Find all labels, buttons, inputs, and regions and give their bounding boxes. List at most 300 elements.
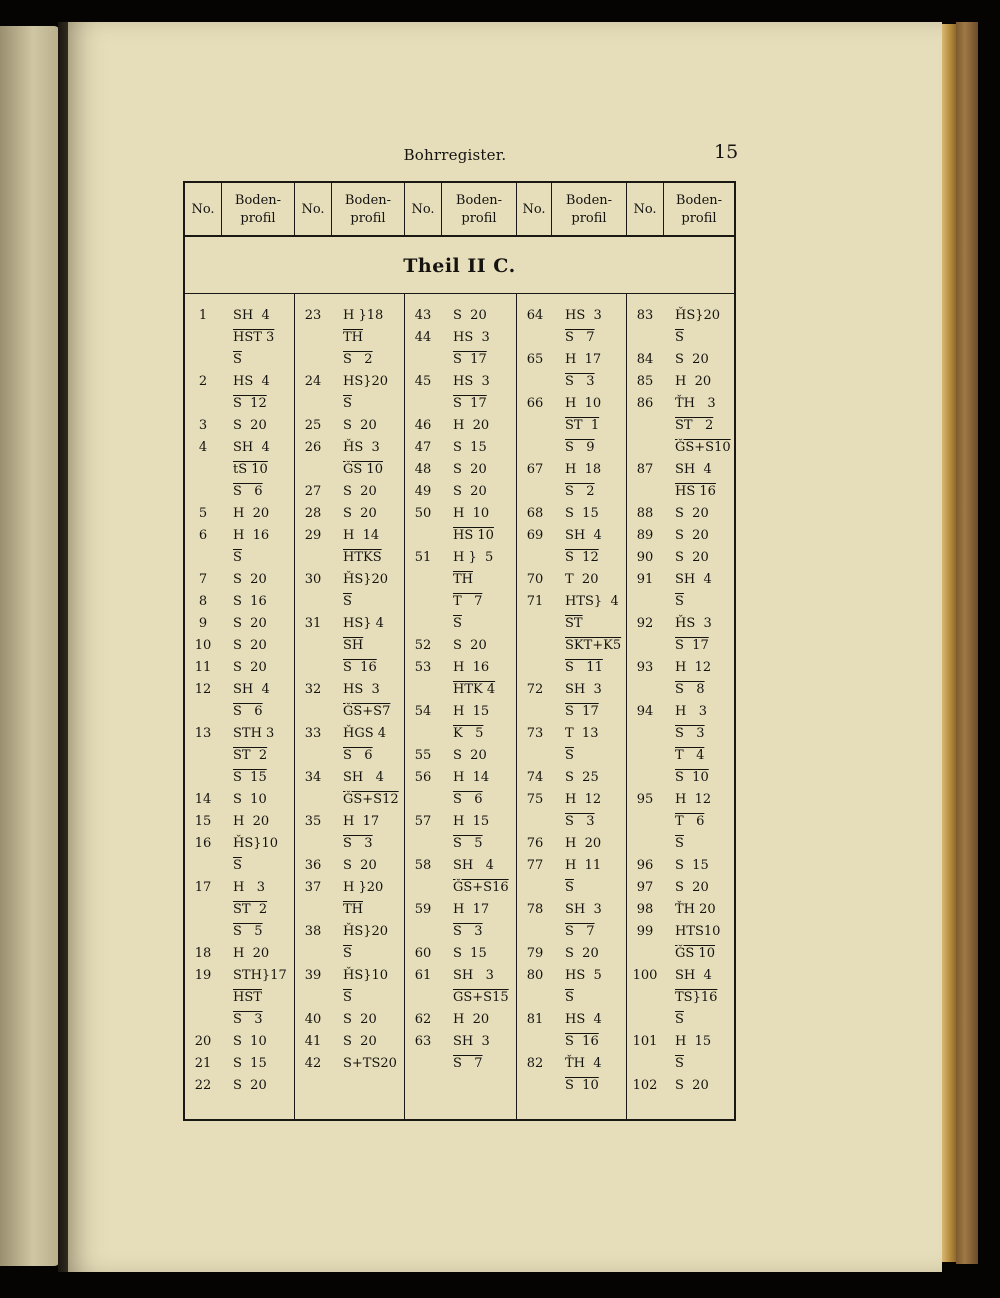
soil-profile <box>453 459 487 481</box>
profile-layer: S 3 <box>453 924 483 939</box>
profile-layer: S 20 <box>343 506 377 521</box>
bore-number: 9 <box>198 616 208 631</box>
bore-number: 37 <box>304 880 322 895</box>
profile-layer: ŤH 4 <box>565 1056 602 1071</box>
profile-layer: S 6 <box>233 484 263 499</box>
bore-number: 6 <box>198 528 208 543</box>
soil-profile <box>675 459 716 503</box>
bore-number: 10 <box>194 638 212 653</box>
bore-number: 33 <box>304 726 322 741</box>
running-title: Bohrregister. <box>403 146 507 164</box>
soil-profile <box>343 723 386 767</box>
soil-profile <box>343 613 384 679</box>
section-bottom-rule <box>185 293 734 294</box>
profile-layer: $\overline{S}$ <box>453 616 462 631</box>
profile-layer: H 20 <box>233 506 270 521</box>
bore-number: 81 <box>526 1012 544 1027</box>
profile-layer: ǦS+S7 <box>343 704 391 719</box>
profile-layer: H 14 <box>343 528 380 543</box>
profile-layer: S 3 <box>233 1012 263 1027</box>
profile-layer: ST 2 <box>675 418 714 433</box>
bore-number: 93 <box>636 660 654 675</box>
profile-layer: S 20 <box>453 638 487 653</box>
profile-layer: S 7 <box>565 924 595 939</box>
bore-number: 98 <box>636 902 654 917</box>
soil-profile <box>675 789 711 855</box>
soil-profile <box>233 305 274 371</box>
soil-profile <box>233 723 274 789</box>
profile-layer: HS} 4 <box>343 616 384 631</box>
profile-layer: HTS} 4 <box>565 594 619 609</box>
bore-number: 60 <box>414 946 432 961</box>
profile-layer: H 10 <box>565 396 602 411</box>
soil-profile <box>233 789 267 811</box>
profile-layer: H }20 <box>343 880 384 895</box>
soil-profile <box>233 635 267 657</box>
profile-layer: S 6 <box>453 792 483 807</box>
profile-layer: SH 3 <box>453 968 494 983</box>
header-no-3: No. <box>411 202 435 217</box>
bore-number: 65 <box>526 352 544 367</box>
profile-layer: S 17 <box>453 352 487 367</box>
profile-layer: ǦS+S12 <box>343 792 399 807</box>
bore-number: 44 <box>414 330 432 345</box>
profile-layer: H 17 <box>453 902 490 917</box>
soil-profile <box>675 305 720 349</box>
profile-layer: H 3 <box>233 880 266 895</box>
profile-layer: HST 3 <box>233 330 275 345</box>
soil-profile <box>343 569 388 613</box>
soil-profile <box>565 855 601 899</box>
soil-profile <box>343 811 379 855</box>
bore-number: 90 <box>636 550 654 565</box>
soil-profile <box>675 371 711 393</box>
profile-layer: ŤH 3 <box>675 396 716 411</box>
bore-number: 28 <box>304 506 322 521</box>
soil-profile <box>233 569 267 591</box>
soil-profile <box>453 899 489 943</box>
bore-number: 14 <box>194 792 212 807</box>
profile-layer: tS 10 <box>233 462 268 477</box>
profile-layer: ST 1 <box>565 418 600 433</box>
bore-number: 35 <box>304 814 322 829</box>
profile-layer: $\overline{S}$ <box>343 594 352 609</box>
profile-layer: S 20 <box>453 748 487 763</box>
profile-layer: ǦS 10 <box>675 946 715 961</box>
soil-profile <box>675 877 709 899</box>
profile-layer: $\overline{S}$ <box>343 946 352 961</box>
profile-layer: H 16 <box>453 660 490 675</box>
soil-profile <box>343 437 383 481</box>
profile-layer: $\overline{S}$ <box>675 1012 684 1027</box>
profile-layer: H 17 <box>343 814 380 829</box>
bore-number: 48 <box>414 462 432 477</box>
profile-layer: H }18 <box>343 308 384 323</box>
bore-number: 92 <box>636 616 654 631</box>
soil-profile <box>233 415 267 437</box>
soil-profile <box>453 657 495 701</box>
bore-number: 94 <box>636 704 654 719</box>
profile-layer: S 16 <box>565 1034 599 1049</box>
soil-profile <box>233 503 269 525</box>
bore-number: 38 <box>304 924 322 939</box>
profile-layer: S 25 <box>565 770 599 785</box>
bore-number: 52 <box>414 638 432 653</box>
bore-number: 83 <box>636 308 654 323</box>
soil-profile <box>453 943 487 965</box>
header-no-2: No. <box>301 202 325 217</box>
header-rule <box>331 183 332 237</box>
profile-layer: HTS10 <box>675 924 721 939</box>
page-stack-edge <box>942 24 956 1262</box>
profile-layer: GS+S15 <box>453 990 509 1005</box>
profile-layer: H 11 <box>565 858 602 873</box>
profile-layer: S 10 <box>233 792 267 807</box>
bore-number: 20 <box>194 1034 212 1049</box>
soil-profile <box>453 635 487 657</box>
profile-layer: S 15 <box>565 506 599 521</box>
profile-layer: S 20 <box>675 880 709 895</box>
bore-number: 8 <box>198 594 208 609</box>
header-profile-4: Boden- profil <box>565 193 613 226</box>
profile-layer: S 3 <box>343 836 373 851</box>
soil-profile <box>343 305 383 371</box>
bore-number: 77 <box>526 858 544 873</box>
soil-profile <box>233 437 270 503</box>
profile-layer: HS 4 <box>565 1012 602 1027</box>
page-number: 15 <box>714 141 739 163</box>
profile-layer: S 20 <box>453 308 487 323</box>
profile-layer: HTK 4 <box>453 682 496 697</box>
bore-number: 18 <box>194 946 212 961</box>
bore-number: 82 <box>526 1056 544 1071</box>
bore-number: 15 <box>194 814 212 829</box>
profile-layer: S 20 <box>675 506 709 521</box>
bore-number: 40 <box>304 1012 322 1027</box>
profile-layer: S 15 <box>453 946 487 961</box>
soil-profile <box>565 525 602 569</box>
bore-number: 36 <box>304 858 322 873</box>
soil-profile <box>453 855 509 899</box>
bore-number: 70 <box>526 572 544 587</box>
profile-layer: ȞS}10 <box>343 968 389 983</box>
soil-profile <box>233 943 269 965</box>
profile-layer: ȞS}20 <box>343 924 389 939</box>
profile-layer: $\overline{S}$ <box>675 1056 684 1071</box>
profile-layer: ǦS+S16 <box>453 880 509 895</box>
profile-layer: S 20 <box>675 352 709 367</box>
bore-number: 27 <box>304 484 322 499</box>
profile-layer: H 20 <box>233 814 270 829</box>
soil-profile <box>675 965 717 1031</box>
bore-number: 62 <box>414 1012 432 1027</box>
bore-number: 68 <box>526 506 544 521</box>
bore-number: 32 <box>304 682 322 697</box>
facing-page-edge <box>0 26 60 1266</box>
soil-profile <box>565 943 599 965</box>
soil-profile <box>453 965 509 1009</box>
bore-number: 43 <box>414 308 432 323</box>
soil-profile <box>233 657 267 679</box>
profile-layer: SH 4 <box>233 682 270 697</box>
soil-profile <box>565 459 601 503</box>
soil-profile <box>343 371 388 415</box>
profile-layer: HS 16 <box>675 484 716 499</box>
profile-layer: S 3 <box>565 374 595 389</box>
profile-layer: S 17 <box>565 704 599 719</box>
bore-number: 85 <box>636 374 654 389</box>
soil-profile <box>343 877 383 921</box>
bore-number: 67 <box>526 462 544 477</box>
profile-layer: H 20 <box>565 836 602 851</box>
bore-number: 56 <box>414 770 432 785</box>
bore-number: 7 <box>198 572 208 587</box>
soil-profile <box>565 591 621 679</box>
header-rule <box>663 183 664 237</box>
soil-profile <box>343 503 377 525</box>
bore-number: 100 <box>632 968 658 983</box>
profile-layer: SH 4 <box>565 528 602 543</box>
soil-profile <box>233 877 267 943</box>
header-no-5: No. <box>633 202 657 217</box>
bore-number: 73 <box>526 726 544 741</box>
header-bottom-rule <box>185 235 734 237</box>
bore-number: 76 <box>526 836 544 851</box>
soil-profile <box>453 415 489 437</box>
soil-profile <box>453 547 493 635</box>
bore-number: 11 <box>194 660 212 675</box>
soil-profile <box>233 1053 267 1075</box>
bore-number: 88 <box>636 506 654 521</box>
soil-profile <box>233 525 269 569</box>
profile-layer: H 16 <box>233 528 270 543</box>
profile-layer: ȞGS 4 <box>343 726 387 741</box>
bore-number: 79 <box>526 946 544 961</box>
soil-profile <box>675 701 709 789</box>
soil-profile <box>453 305 487 327</box>
soil-profile <box>565 679 602 723</box>
bore-number: 54 <box>414 704 432 719</box>
profile-layer: S 6 <box>343 748 373 763</box>
profile-layer: T 4 <box>675 748 705 763</box>
bore-number: 16 <box>194 836 212 851</box>
profile-layer: S 7 <box>565 330 595 345</box>
profile-layer: S 20 <box>453 462 487 477</box>
profile-layer: $\overline{S}$ <box>565 990 574 1005</box>
profile-layer: $\overline{S}$ <box>343 990 352 1005</box>
bore-number: 49 <box>414 484 432 499</box>
profile-layer: S 12 <box>233 396 267 411</box>
profile-layer: $\overline{TH}$ <box>343 902 364 917</box>
soil-profile <box>233 833 278 877</box>
bore-number: 75 <box>526 792 544 807</box>
profile-layer: HS 5 <box>565 968 602 983</box>
profile-layer: S 2 <box>343 352 373 367</box>
soil-profile <box>565 965 602 1009</box>
bore-number: 57 <box>414 814 432 829</box>
soil-profile <box>233 1075 267 1097</box>
soil-profile <box>343 415 377 437</box>
bore-number: 58 <box>414 858 432 873</box>
bore-number: 99 <box>636 924 654 939</box>
soil-profile <box>233 1031 267 1053</box>
soil-profile <box>565 1053 602 1097</box>
soil-profile <box>343 767 399 811</box>
soil-profile <box>675 1031 711 1075</box>
profile-layer: ǦS+S10 <box>675 440 731 455</box>
profile-layer: H 15 <box>453 814 490 829</box>
profile-layer: SH 4 <box>675 968 712 983</box>
soil-profile <box>675 613 712 657</box>
profile-layer: S 20 <box>233 572 267 587</box>
profile-layer: H 14 <box>453 770 490 785</box>
bore-number: 71 <box>526 594 544 609</box>
profile-layer: H 12 <box>565 792 602 807</box>
soil-profile <box>453 481 487 503</box>
soil-profile <box>565 569 598 591</box>
soil-profile <box>453 811 489 855</box>
profile-layer: S 7 <box>453 1056 483 1071</box>
bore-number: 26 <box>304 440 322 455</box>
bore-number: 21 <box>194 1056 212 1071</box>
bore-number: 19 <box>194 968 212 983</box>
profile-layer: $\overline{TH}$ <box>453 572 474 587</box>
profile-layer: H } 5 <box>453 550 494 565</box>
profile-layer: H 20 <box>453 418 490 433</box>
profile-layer: S 20 <box>343 1034 377 1049</box>
bore-number: 45 <box>414 374 432 389</box>
profile-layer: S 10 <box>565 1078 599 1093</box>
soil-profile <box>675 1075 709 1097</box>
profile-layer: ȞS}20 <box>343 572 389 587</box>
header-profile-1: Boden- profil <box>234 193 282 226</box>
soil-profile <box>233 591 267 613</box>
soil-profile <box>675 525 709 547</box>
soil-profile <box>343 1053 397 1075</box>
profile-layer: HS 3 <box>453 330 490 345</box>
soil-profile <box>343 965 388 1009</box>
soil-profile <box>343 855 377 877</box>
soil-profile <box>675 855 709 877</box>
soil-profile <box>675 657 711 701</box>
soil-profile <box>343 525 382 569</box>
profile-layer: S 3 <box>675 726 705 741</box>
soil-profile <box>343 679 390 723</box>
soil-profile <box>675 569 712 613</box>
profile-layer: ȞS}10 <box>233 836 279 851</box>
bore-number: 13 <box>194 726 212 741</box>
profile-layer: ǦS 10 <box>343 462 383 477</box>
header-no-4: No. <box>522 202 546 217</box>
soil-profile <box>565 767 599 789</box>
soil-profile <box>233 811 269 833</box>
profile-layer: $\overline{HST}$ <box>233 990 262 1005</box>
header-rule <box>626 183 627 237</box>
profile-layer: STH}17 <box>233 968 287 983</box>
bore-number: 24 <box>304 374 322 389</box>
profile-layer: $\overline{S}$ <box>343 396 352 411</box>
profile-layer: S 16 <box>343 660 377 675</box>
profile-layer: H 15 <box>453 704 490 719</box>
bore-number: 95 <box>636 792 654 807</box>
profile-layer: S 15 <box>233 770 267 785</box>
soil-profile <box>453 767 489 811</box>
bore-number: 74 <box>526 770 544 785</box>
soil-profile <box>675 921 720 965</box>
profile-layer: S 17 <box>453 396 487 411</box>
bore-number: 80 <box>526 968 544 983</box>
bore-number: 72 <box>526 682 544 697</box>
profile-layer: $\overline{S}$ <box>675 836 684 851</box>
soil-profile <box>565 393 601 459</box>
profile-layer: ST 2 <box>233 748 268 763</box>
profile-layer: ST 2 <box>233 902 268 917</box>
profile-layer: S 20 <box>343 1012 377 1027</box>
soil-profile <box>233 679 270 723</box>
profile-layer: T 13 <box>565 726 599 741</box>
bore-number: 4 <box>198 440 208 455</box>
profile-layer: SH 4 <box>675 462 712 477</box>
soil-profile <box>453 1031 490 1075</box>
profile-layer: S 20 <box>343 858 377 873</box>
bore-number: 101 <box>632 1034 658 1049</box>
bore-number: 47 <box>414 440 432 455</box>
soil-profile <box>453 371 490 415</box>
profile-layer: SH 4 <box>233 440 270 455</box>
soil-profile <box>343 921 388 965</box>
profile-layer: S 20 <box>233 616 267 631</box>
soil-profile <box>675 547 709 569</box>
profile-layer: H 3 <box>675 704 708 719</box>
profile-layer: $\overline{ST}$ <box>565 616 583 631</box>
bore-number: 91 <box>636 572 654 587</box>
profile-layer: $\overline{TH}$ <box>343 330 364 345</box>
profile-layer: ȞS}20 <box>675 308 721 323</box>
soil-profile <box>675 349 709 371</box>
bore-number: 66 <box>526 396 544 411</box>
profile-layer: S 20 <box>233 638 267 653</box>
profile-layer: S 3 <box>565 814 595 829</box>
profile-layer: S 8 <box>675 682 705 697</box>
bore-number: 55 <box>414 748 432 763</box>
profile-layer: S 20 <box>233 418 267 433</box>
section-title: Theil II C. <box>403 255 516 277</box>
profile-layer: SKT+K5 <box>565 638 622 653</box>
profile-layer: S 20 <box>233 1078 267 1093</box>
profile-layer: S 20 <box>453 484 487 499</box>
bore-number: 12 <box>194 682 212 697</box>
soil-profile <box>343 1031 377 1053</box>
bore-number: 29 <box>304 528 322 543</box>
profile-layer: ŤH 20 <box>675 902 716 917</box>
profile-layer: SH 4 <box>233 308 270 323</box>
header-rule <box>221 183 222 237</box>
profile-layer: S 10 <box>233 1034 267 1049</box>
profile-layer: $\overline{S}$ <box>675 330 684 345</box>
bore-number: 64 <box>526 308 544 323</box>
profile-layer: $\overline{SH}$ <box>343 638 364 653</box>
bore-number: 23 <box>304 308 322 323</box>
profile-layer: S 10 <box>675 770 709 785</box>
header-rule <box>551 183 552 237</box>
bore-number: 102 <box>632 1078 658 1093</box>
bore-number: 78 <box>526 902 544 917</box>
column-rule <box>516 294 517 1119</box>
profile-layer: $\overline{S}$ <box>675 594 684 609</box>
profile-layer: S 12 <box>565 550 599 565</box>
profile-layer: H 20 <box>453 1012 490 1027</box>
bore-number: 84 <box>636 352 654 367</box>
